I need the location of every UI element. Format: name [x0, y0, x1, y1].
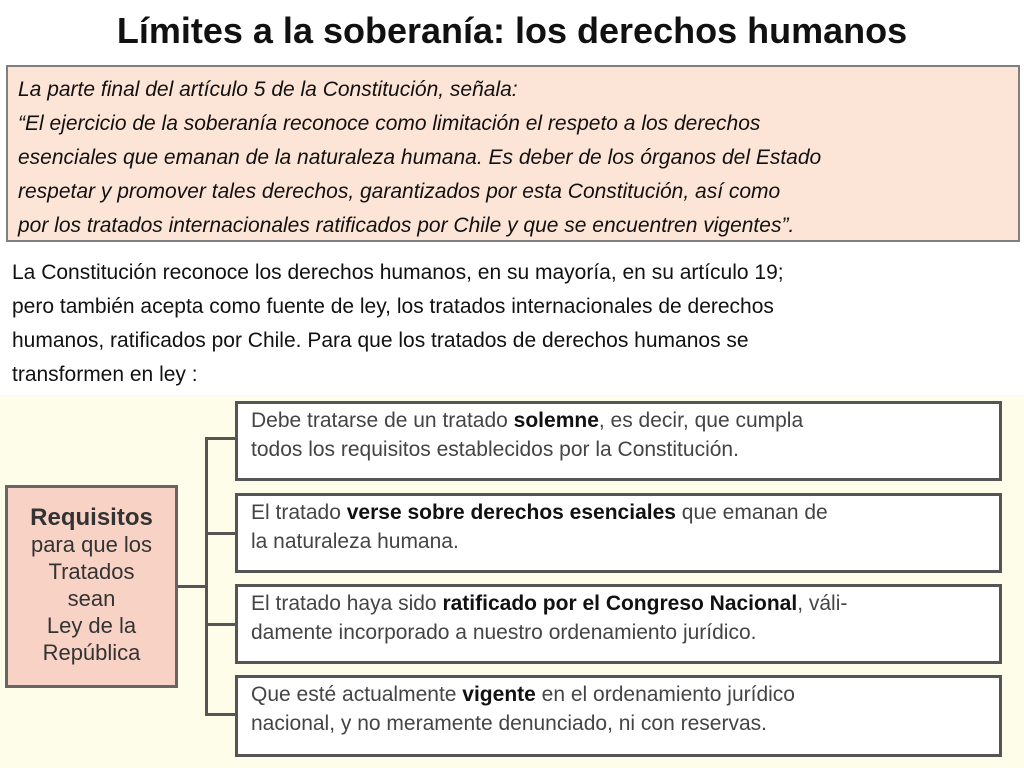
requirement-item: [235, 675, 1002, 757]
requirements-label-line: Tratados: [48, 559, 135, 584]
connector-stub: [178, 585, 206, 588]
requirement-text: Que esté actualmente: [251, 683, 463, 706]
requirement-keyword: verse sobre derechos esenciales: [346, 501, 676, 524]
requirement-text: , es decir, que cumpla: [598, 409, 804, 432]
requirement-text: en el ordenamiento jurídico: [535, 683, 795, 706]
requirement-line: [251, 498, 991, 527]
connector-branch: [205, 532, 235, 535]
requirement-line: todos los requisitos establecidos por la Constitución.: [251, 438, 739, 461]
requirement-line: [251, 589, 991, 618]
connector-branch: [205, 713, 235, 716]
requirement-keyword: ratificado por el Congreso Nacional: [442, 592, 798, 615]
quote-line: esenciales que emanan de la naturaleza humana. Es deber de los órganos del Estado: [18, 146, 822, 169]
requirement-item: [235, 584, 1002, 664]
connector-branch: [205, 623, 235, 626]
requirements-title: Requisitos: [30, 504, 153, 531]
requirement-item: [235, 493, 1002, 573]
requirement-line: [251, 406, 991, 435]
requirements-label-box: [5, 485, 178, 688]
requirement-text: Debe tratarse de un tratado: [251, 409, 514, 432]
requirement-line: la naturaleza humana.: [251, 530, 459, 553]
slide-title: Límites a la soberanía: los derechos humanos: [116, 10, 908, 51]
connector-vertical: [205, 437, 208, 715]
body-line: La Constitución reconoce los derechos humanos, en su mayoría, en su artículo 19;: [12, 261, 784, 284]
requirements-label-line: Ley de la: [46, 613, 137, 638]
requirement-keyword: vigente: [462, 683, 536, 706]
quote-line: por los tratados internacionales ratificados por Chile y que se encuentren vigentes”.: [18, 214, 795, 237]
body-line: pero también acepta como fuente de ley, los tratados internacionales de derechos: [12, 295, 774, 318]
requirement-text: El tratado haya sido: [251, 592, 443, 615]
requirement-keyword: solemne: [513, 409, 599, 432]
requirements-diagram: [0, 395, 1024, 768]
requirement-line: nacional, y no meramente denunciado, ni con reservas.: [251, 712, 767, 735]
explanation-paragraph: [12, 256, 1012, 392]
body-line: transformen en ley :: [12, 363, 198, 386]
requirement-text: El tratado: [251, 501, 347, 524]
quote-line: “El ejercicio de la soberanía reconoce como limitación el respeto a los derechos: [18, 112, 761, 135]
quote-line: La parte final del artículo 5 de la Constitución, señala:: [18, 78, 518, 101]
requirements-label-line: República: [42, 640, 141, 665]
requirement-text: , váli-: [797, 592, 848, 615]
connector-branch: [205, 437, 235, 440]
requirement-item: [235, 401, 1002, 481]
requirements-label-line: sean: [67, 586, 116, 611]
requirement-line: [251, 680, 991, 709]
requirement-line: damente incorporado a nuestro ordenamiento jurídico.: [251, 621, 757, 644]
requirements-label-line: para que los: [30, 532, 153, 557]
constitution-quote-box: [6, 65, 1020, 242]
requirement-text: que emanan de: [675, 501, 828, 524]
body-line: humanos, ratificados por Chile. Para que los tratados de derechos humanos se: [12, 329, 749, 352]
quote-line: respetar y promover tales derechos, garantizados por esta Constitución, así como: [18, 180, 781, 203]
